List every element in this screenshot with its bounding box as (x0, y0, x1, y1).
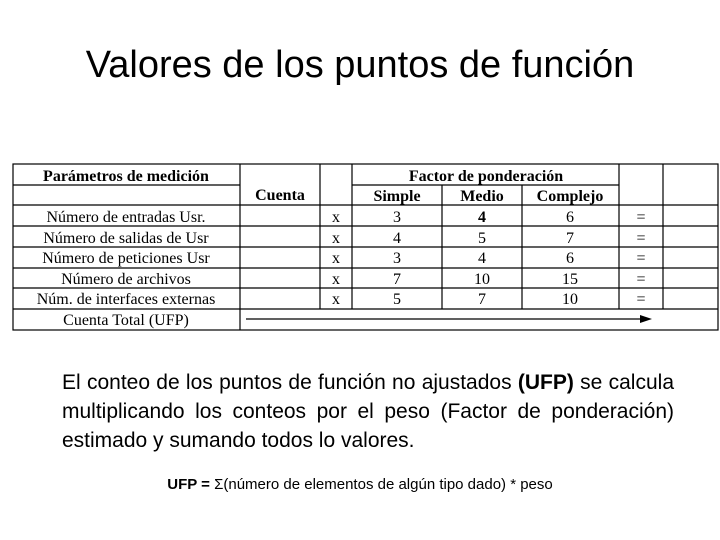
multiply-cell: x (332, 209, 340, 226)
subheader-medio: Medio (460, 188, 504, 205)
simple-cell: 3 (393, 250, 401, 267)
table-row (42, 250, 645, 267)
complejo-cell: 10 (562, 291, 578, 308)
table-row (61, 271, 645, 288)
subheader-complejo: Complejo (536, 188, 604, 205)
equals-cell: = (636, 209, 646, 226)
paragraph-bold-term: (UFP) (517, 371, 574, 394)
complejo-cell: 7 (566, 230, 574, 247)
simple-cell: 5 (393, 291, 401, 308)
explanation-paragraph (62, 368, 674, 455)
equals-cell: = (636, 250, 646, 267)
total-label: Cuenta Total (UFP) (63, 312, 189, 329)
arrow-head-icon (640, 315, 652, 323)
header-factor: Factor de ponderación (408, 168, 564, 185)
subheader-simple: Simple (373, 188, 421, 205)
slide-title: Valores de los puntos de función (85, 44, 635, 86)
ufp-formula (0, 476, 720, 493)
param-cell: Número de salidas de Usr (43, 230, 209, 247)
simple-cell: 3 (393, 209, 401, 226)
medio-cell: 4 (478, 209, 486, 226)
table-grid (12, 163, 719, 331)
multiply-cell: x (332, 230, 340, 247)
param-cell: Número de peticiones Usr (42, 250, 210, 267)
simple-cell: 4 (393, 230, 401, 247)
equals-cell: = (636, 271, 646, 288)
param-cell: Número de archivos (61, 271, 191, 288)
param-cell: Núm. de interfaces externas (36, 291, 216, 308)
medio-cell: 7 (478, 291, 486, 308)
formula-label: UFP = (167, 476, 210, 493)
formula-text: (número de elementos de algún tipo dado) * peso (223, 476, 553, 493)
paragraph-text-before: El conteo de los puntos de función no ajustados (62, 371, 518, 394)
header-count: Cuenta (255, 187, 305, 204)
header-param: Parámetros de medición (43, 168, 209, 185)
simple-cell: 7 (393, 271, 401, 288)
table-row (43, 230, 645, 247)
complejo-cell: 6 (566, 209, 574, 226)
complejo-cell: 6 (566, 250, 574, 267)
sigma-symbol: Σ (214, 476, 224, 493)
equals-cell: = (636, 230, 646, 247)
medio-cell: 4 (478, 250, 486, 267)
complejo-cell: 15 (562, 271, 578, 288)
medio-cell: 5 (478, 230, 486, 247)
table-row (46, 209, 645, 226)
multiply-cell: x (332, 291, 340, 308)
equals-cell: = (636, 291, 646, 308)
paragraph-text-after: se calcula multiplicando los conteos por el peso (Factor de ponderación) estimado y sumando todos lo valores. (62, 371, 674, 452)
table-row (37, 291, 646, 308)
param-cell: Número de entradas Usr. (46, 209, 206, 226)
multiply-cell: x (332, 250, 340, 267)
multiply-cell: x (332, 271, 340, 288)
function-point-table (12, 163, 719, 331)
medio-cell: 10 (474, 271, 490, 288)
